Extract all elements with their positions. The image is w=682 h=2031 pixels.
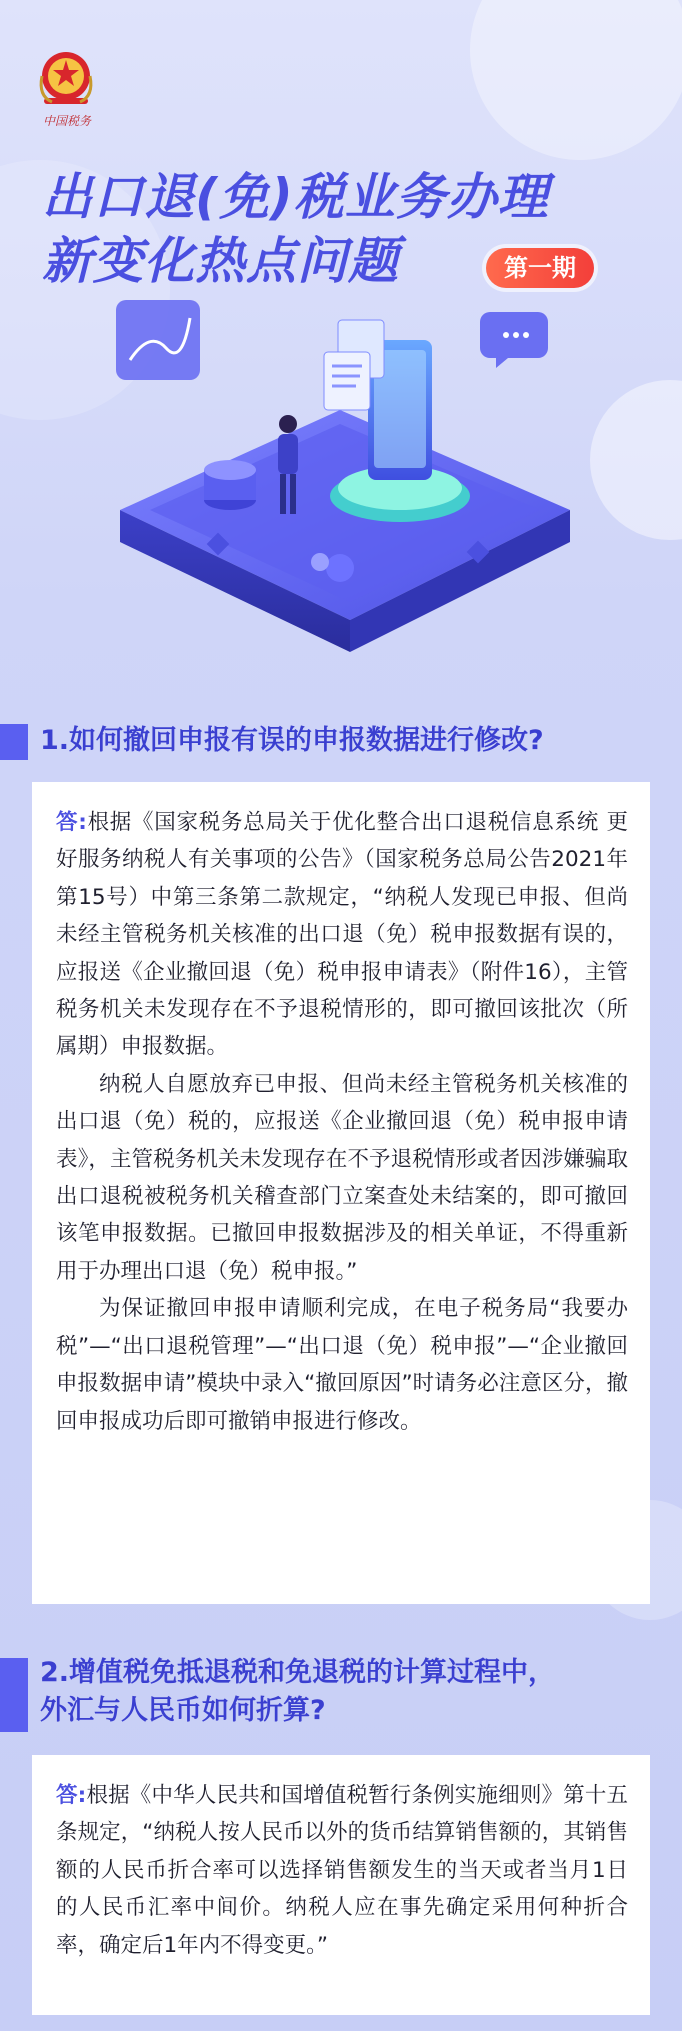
section-1-title: 1.如何撤回申报有误的申报数据进行修改? (40, 725, 544, 756)
answer-label: 答: (56, 810, 87, 835)
background-circle (470, 0, 682, 160)
answer-paragraph-1 (56, 804, 628, 1066)
answer-paragraph-2: 纳税人自愿放弃已申报、但尚未经主管税务机关核准的出口退（免）税的，应报送《企业撤回退（免）税申报申请表》，主管税务机关未发现存在不予退税情形或者因涉嫌骗取出口退税被税务机关稽查部门立案查处未结案的，即可撤回该笔申报数据。已撤回申报数据涉及的相关单证，不得重新用于办理出口退（免）税申报。” (56, 1071, 628, 1284)
background-circle (590, 380, 682, 540)
issue-badge: 第一期 (486, 248, 594, 288)
section-marker (0, 1658, 28, 1732)
answer-paragraph-3: 为保证撤回申报申请顺利完成，在电子税务局“我要办税”—“出口退税管理”—“出口退（免）税申报”—“企业撤回申报数据申请”模块中录入“撤回原因”时请务必注意区分，撤回申报成功后即可撤销申报进行修改。 (56, 1296, 628, 1434)
section-2-card (32, 1755, 650, 2015)
section-marker (0, 724, 28, 760)
isometric-illustration (110, 300, 580, 700)
paragraph-text: 根据《中华人民共和国增值税暂行条例实施细则》第十五条规定，“纳税人按人民币以外的货币结算销售额的，其销售额的人民币折合率可以选择销售额发生的当天或者当月1日的人民币汇率中间价。纳税人应在事先确定采用何种折合率，确定后1年内不得变更。” (56, 1783, 628, 1958)
paragraph-text: 根据《国家税务总局关于优化整合出口退税信息系统 更好服务纳税人有关事项的公告》（国家税务总局公告2021年第15号）中第三条第二款规定，“纳税人发现已申报、但尚未经主管税务机关核准的出口退（免）税申报数据有误的，应报送《企业撤回退（免）税申报申请表》（附件16），主管税务机关未发现存在不予退税情形的，即可撤回该批次（所属期）申报数据。 (56, 810, 628, 1060)
logo-text: 中国税务 (42, 114, 91, 128)
section-2-title-line-2: 外汇与人民币如何折算? (40, 1695, 326, 1726)
section-2-title (40, 1654, 675, 1730)
answer-label: 答: (56, 1783, 87, 1808)
section-2-title-line-1: 2.增值税免抵退税和免退税的计算过程中， (40, 1657, 556, 1688)
answer-paragraph-1 (56, 1777, 628, 1964)
section-1-card (32, 782, 650, 1604)
title-line-2: 新变化热点问题 (42, 232, 399, 290)
page-title (42, 165, 549, 293)
title-line-1: 出口退(免)税业务办理 (42, 168, 549, 226)
